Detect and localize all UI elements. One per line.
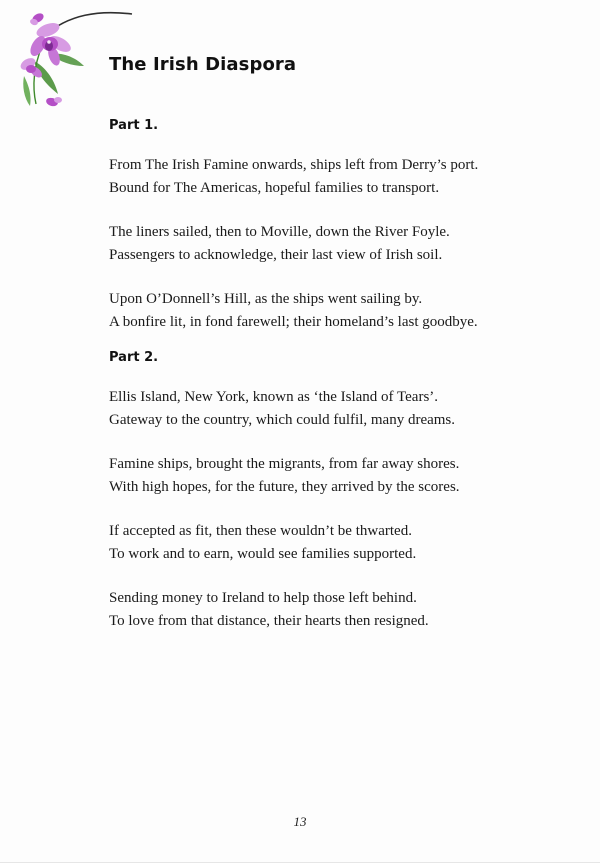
poem-line: Sending money to Ireland to help those left behind. <box>109 590 417 606</box>
poem-line: To love from that distance, their hearts then resigned. <box>109 613 429 629</box>
page-title: The Irish Diaspora <box>109 54 297 75</box>
stanza <box>109 154 579 200</box>
page-number: 13 <box>293 814 307 829</box>
poem-line: To work and to earn, would see families supported. <box>109 546 417 562</box>
stanza <box>109 288 579 334</box>
poem-line: If accepted as fit, then these wouldn’t be thwarted. <box>109 523 412 539</box>
part-1-heading: Part 1. <box>109 118 159 133</box>
part-1-section <box>109 116 579 334</box>
poem-line: Passengers to acknowledge, their last view of Irish soil. <box>109 247 443 263</box>
poem-line: Gateway to the country, which could fulfil, many dreams. <box>109 412 456 428</box>
poem-line: Famine ships, brought the migrants, from far away shores. <box>109 456 460 472</box>
stanza <box>109 453 579 499</box>
poem-line: A bonfire lit, in fond farewell; their homeland’s last goodbye. <box>109 314 478 330</box>
stanza <box>109 386 579 432</box>
stanza <box>109 221 579 267</box>
poem-line: The liners sailed, then to Moville, down the River Foyle. <box>109 224 450 240</box>
part-2-section <box>109 348 579 633</box>
poem-line: Ellis Island, New York, known as ‘the Island of Tears’. <box>109 389 439 405</box>
part-2-heading: Part 2. <box>109 350 159 365</box>
poem-line: With high hopes, for the future, they arrived by the scores. <box>109 479 460 495</box>
poem-line: From The Irish Famine onwards, ships left from Derry’s port. <box>109 157 479 173</box>
stanza <box>109 587 579 633</box>
poem-line: Bound for The Americas, hopeful families to transport. <box>109 180 440 196</box>
stanza <box>109 520 579 566</box>
poem-line: Upon O’Donnell’s Hill, as the ships went sailing by. <box>109 291 423 307</box>
